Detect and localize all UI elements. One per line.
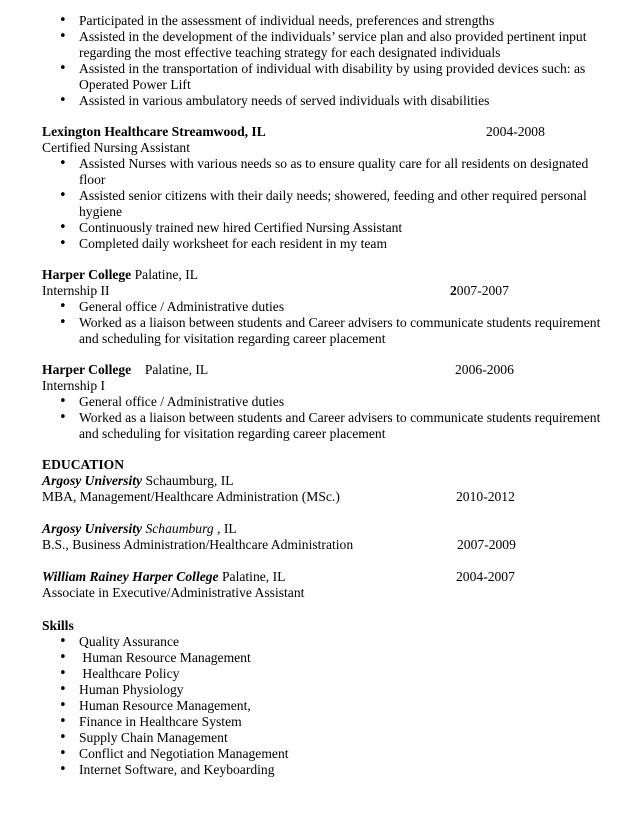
job-dates: 2007-2007	[450, 283, 509, 298]
list-item: • Human Physiology	[42, 682, 602, 698]
job-role: Certified Nursing Assistant	[42, 140, 191, 155]
employer-name: Lexington Healthcare Streamwood, IL	[42, 124, 266, 139]
list-item: • General office / Administrative duties	[42, 299, 602, 315]
education-entry	[42, 473, 602, 505]
duties-list-previous-role	[42, 13, 602, 109]
employer-location: Palatine, IL	[134, 362, 209, 377]
list-item: • Assisted in the development of the individuals’ service plan and also provided pertinent input regarding the most effective teaching strategy for each designated individuals	[42, 29, 602, 61]
school-name: William Rainey Harper College	[42, 569, 219, 584]
degree: Associate in Executive/Administrative Assistant	[42, 585, 305, 600]
list-item: • Assisted Nurses with various needs so as to ensure quality care for all residents on designated floor	[42, 156, 602, 188]
education-dates: 2007-2009	[457, 537, 516, 552]
job-duties-list	[42, 394, 602, 442]
list-item: • Continuously trained new hired Certified Nursing Assistant	[42, 220, 602, 236]
list-item: • Worked as a liaison between students and Career advisers to communicate students requirement and scheduling for visitation regarding career placement	[42, 315, 602, 347]
job-duties-list	[42, 299, 602, 347]
list-item: • Assisted in the transportation of individual with disability by using provided devices such: as Operated Power Lift	[42, 61, 602, 93]
list-item: • Healthcare Policy	[42, 666, 602, 682]
list-item: • Finance in Healthcare System	[42, 714, 602, 730]
education-heading: EDUCATION	[42, 457, 125, 472]
degree: B.S., Business Administration/Healthcare Administration	[42, 537, 354, 552]
list-item: • Worked as a liaison between students and Career advisers to communicate students requirement and scheduling for visitation regarding career placement	[42, 410, 602, 442]
education-dates: 2004-2007	[456, 569, 515, 584]
job-role: Internship II	[42, 283, 110, 298]
education-dates: 2010-2012	[456, 489, 515, 504]
job-dates: 2004-2008	[486, 124, 545, 139]
school-name: Argosy University	[42, 521, 143, 536]
resume-body	[42, 13, 602, 778]
school-location-city: Schaumburg	[145, 521, 214, 536]
job-dates: 2006-2006	[455, 362, 514, 377]
list-item: • Quality Assurance	[42, 634, 602, 650]
school-location: Schaumburg, IL	[145, 473, 234, 488]
list-item: • Human Resource Management	[42, 650, 602, 666]
list-item: • Assisted in various ambulatory needs of served individuals with disabilities	[42, 93, 602, 109]
job-role: Internship I	[42, 378, 106, 393]
education-entry	[42, 521, 602, 553]
list-item: • Internet Software, and Keyboarding	[42, 762, 602, 778]
list-item: • Assisted senior citizens with their daily needs; showered, feeding and other required personal hygiene	[42, 188, 602, 220]
employer-name: Harper College	[42, 362, 132, 377]
education-entry	[42, 569, 602, 601]
list-item: • Completed daily worksheet for each resident in my team	[42, 236, 602, 252]
employer-name: Harper College	[42, 267, 132, 282]
list-item: • General office / Administrative duties	[42, 394, 602, 410]
employer-location: Palatine, IL	[134, 267, 199, 282]
school-name: Argosy University	[42, 473, 143, 488]
job-lexington	[42, 124, 602, 252]
job-duties-list	[42, 156, 602, 252]
skills-heading: Skills	[42, 618, 74, 633]
skills-list	[42, 634, 602, 778]
job-harper-internship-1	[42, 362, 602, 442]
school-location: , IL	[217, 521, 237, 536]
school-location: Palatine, IL	[222, 569, 286, 584]
degree: MBA, Management/Healthcare Administration (MSc.)	[42, 489, 340, 504]
list-item: • Conflict and Negotiation Management	[42, 746, 602, 762]
list-item: • Participated in the assessment of individual needs, preferences and strengths	[42, 13, 602, 29]
job-harper-internship-2	[42, 267, 602, 347]
list-item: • Human Resource Management,	[42, 698, 602, 714]
list-item: • Supply Chain Management	[42, 730, 602, 746]
